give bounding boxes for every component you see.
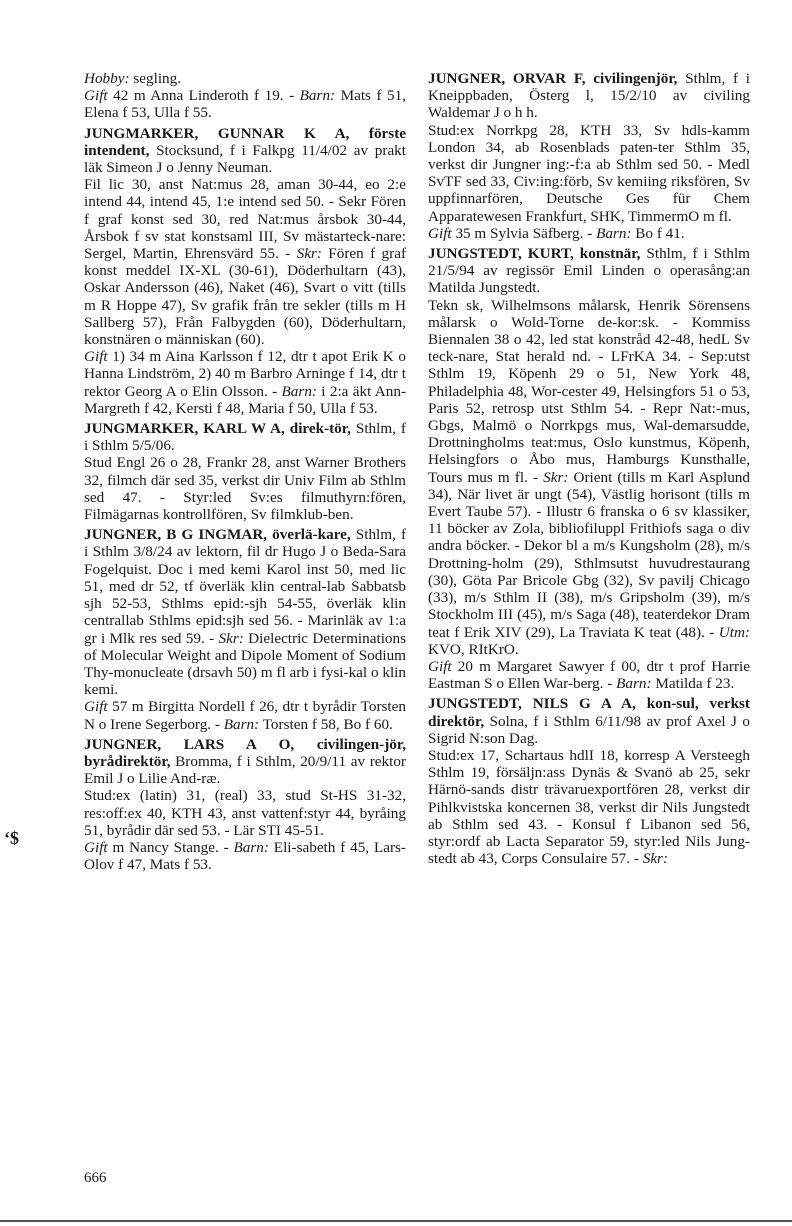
field-label: Skr:: [543, 468, 569, 486]
field-label: Barn:: [616, 675, 652, 693]
entry-text: Stocksund, f i Falkpg 11/4/02 av prakt läk Simeon J o Jenny Neuman.: [84, 141, 406, 177]
entry-name: JUNGSTEDT, NILS G A A, kon-sul, verkst direktör,: [428, 695, 750, 730]
entry-paragraph: [428, 70, 750, 122]
entry-paragraph: [428, 747, 750, 867]
field-label: Gift: [84, 87, 108, 105]
entry-text: Tekn sk, Wilhelmsons målarsk, Henrik Sörensens målarsk o Wold-Torne de-kor:sk. - Kommiss Biennalen 38 o 42, led stat konstråd 42-48, hedL Sv teck-nare, Stat herald nd. - LFrKA 34. - Sep:utst Sthlm 19, Köpenh 29 o 51, New York 48, Philadelphia 48, Wor-cester 49, Helsingfors 51 o 53, Paris 52, retrosp utst Sthlm 54. - Repr Nat:-mus, Gbgs, Malmö o Norrkpgs mus, Wal-demarsudde, Drottningholms teat:mus, Oslo kunstmus, Köpenh, Helsingfors o Åbo mus, Hamburgs Kunsthalle, Tours mus m fl. -: [428, 296, 750, 486]
right-column: [428, 70, 750, 867]
field-label: Barn:: [596, 224, 632, 242]
field-label: Gift: [428, 224, 452, 242]
entry-name: JUNGNER, B G INGMAR, överlä-kare,: [84, 526, 351, 544]
entry-name: JUNGMARKER, GUNNAR K A, förste intendent,: [84, 124, 406, 159]
scan-edge-line: [0, 1220, 792, 1222]
entry-paragraph: [84, 348, 406, 417]
entry-heading-paragraph: [428, 245, 750, 297]
entry-text: Solna, f i Sthlm 6/11/98 av prof Axel J o Sigrid N:son Dag.: [428, 712, 750, 747]
entry-text: 20 m Margaret Sawyer f 00, dtr t prof Harrie Eastman S o Ellen War-berg. -: [428, 657, 750, 693]
entry-heading-paragraph: [84, 125, 406, 177]
entry-heading-paragraph: [84, 526, 406, 698]
entry-name: JUNGNER, LARS A O, civilingen-jör, byrådirektör,: [84, 735, 406, 770]
entry-text: Bromma, f i Sthlm, 20/9/11 av rektor Emil J o Lilie And-ræ.: [84, 752, 406, 788]
field-label: Barn:: [223, 715, 260, 733]
entry-text: segling.: [129, 70, 182, 87]
entry-text: Eli-sabeth f 45, Lars-Olov f 47, Mats f 53.: [84, 838, 406, 874]
entry-text: Orient (tills m Karl Asplund 34), När livet är ungt (54), Västlig horisont (tills m Evert Taube 57). - Illustr 6 franska o 6 sv klassiker, 11 böcker av Zola, bibliofiluppl Frithiofs saga o div andra böcker. - Dekor bl a m/s Kungsholm (28), m/s Drottning-holm (29), Sthlmsutst huvudrestaurang (30), Göta Par Bricole Gbg (32), Sv pavilj Chicago (33), m/s Sthlm II (38), m/s Gripsholm (39), m/s Stockholm III (45), m/s Saga (48), teaterdekor Dram teat f Erik XIV (29), La Traviata K teat (48). -: [428, 468, 750, 641]
entry-text: KVO, RItKrO.: [428, 640, 519, 658]
entry-text: m Nancy Stange. -: [107, 838, 234, 856]
entry-text: Sthlm, f i Sthlm 21/5/94 av regissör Emil Linden o operasång:an Matilda Jungstedt.: [428, 245, 750, 297]
entry-paragraph: [84, 70, 406, 87]
entry-text: Stud:ex (latin) 31, (real) 33, stud St-HS 31-32, res:off:ex 40, KTH 43, anst vattenf:styr 44, byråing 51, byrådir där sed 53. - Lär STI 45-51.: [84, 787, 406, 839]
field-label: Gift: [84, 348, 108, 366]
entry-name: JUNGMARKER, KARL W A, direk-tör,: [84, 420, 351, 438]
entry-text: Dielectric Determinations of Molecular Weight and Dipole Moment of Sodium Thy-monucleate (drsavh 50) m fl arb i fysi-kal o klin kemi.: [84, 629, 407, 699]
entry-paragraph: [84, 87, 406, 121]
entry-heading-paragraph: [84, 736, 406, 788]
field-label: Gift: [84, 838, 108, 856]
entry-name: JUNGSTEDT, KURT, konstnär,: [428, 245, 641, 263]
entry-paragraph: [84, 787, 406, 839]
entry-text: Sthlm, f i Sthlm 5/5/06.: [84, 420, 406, 455]
entry-text: Mats f 51, Elena f 53, Ulla f 55.: [84, 87, 406, 122]
entry-text: 35 m Sylvia Säfberg. -: [451, 224, 597, 242]
entry-paragraph: [84, 839, 406, 873]
field-label: Hobby:: [84, 70, 130, 87]
margin-mark: ʻ$: [4, 828, 19, 848]
field-label: Skr:: [296, 245, 322, 263]
field-label: Skr:: [642, 850, 669, 868]
entry-heading-paragraph: [428, 695, 750, 747]
entry-text: 42 m Anna Linderoth f 19. -: [107, 87, 300, 105]
entry-heading-paragraph: [84, 420, 406, 454]
entry-text: i 2:a äkt Ann-Margreth f 42, Kersti f 48, Maria f 50, Ulla f 53.: [84, 382, 407, 417]
entry-text: Stud Engl 26 o 28, Frankr 28, anst Warner Brothers 32, filmch där sed 35, verkst dir Univ Film ab Sthlm sed 47. - Styr:led Sv:es filmuthyrn:fören, Filmägarnas kontrollfören, Sv filmklub-ben.: [84, 454, 406, 524]
entry-text: Bo f 41.: [631, 224, 685, 242]
entry-paragraph: [428, 658, 750, 692]
entry-paragraph: [428, 225, 750, 242]
entry-name: JUNGNER, ORVAR F, civilingenjör,: [428, 70, 678, 87]
entry-text: Fören f graf konst meddel IX-XL (30-61), Döderhultarn (43), Oskar Andersson (46), Naket (46), Svart o vitt (tills m R Hoppe 47), Sv grafik från tre sekler (tills m H Sallberg 57), Från Falbygden (60), Döderhultarn, konstnären o människan (60).: [84, 245, 407, 349]
field-label: Barn:: [299, 87, 336, 105]
entry-paragraph: [428, 122, 750, 225]
field-label: Barn:: [233, 838, 269, 856]
field-label: Skr:: [218, 629, 244, 647]
left-column: [84, 70, 406, 873]
entry-text: 57 m Birgitta Nordell f 26, dtr t byrådir Torsten N o Irene Segerborg. -: [84, 698, 406, 733]
entry-paragraph: [84, 454, 406, 523]
entry-text: Sthlm, f i Sthlm 3/8/24 av lektorn, fil dr Hugo J o Beda-Sara Fogelquist. Doc i med kemi Karol inst 50, med lic 51, med dr 52, tf överläk klin central-lab Sabbatsb sjh 52-53, Sthlms epid:-sjh 54-55, överläk klin centrallab Sthlms epid:sjh sed 56. - Marinläk av 1:a gr i Mlk res sed 59. -: [84, 526, 406, 647]
entry-text: Matilda f 23.: [651, 675, 735, 693]
entry-paragraph: [428, 297, 750, 658]
entry-paragraph: [84, 698, 406, 732]
field-label: Gift: [84, 698, 108, 716]
page-number: 666: [84, 1170, 107, 1186]
field-label: Gift: [428, 657, 452, 675]
field-label: Utm:: [718, 623, 750, 641]
entry-text: 1) 34 m Aina Karlsson f 12, dtr t apot Erik K o Hanna Lindström, 2) 40 m Barbro Arninge f 14, dtr t rektor Georg A o Elin Olsson. -: [84, 348, 406, 400]
entry-text: Stud:ex 17, Schartaus hdlI 18, korresp A Versteegh Sthlm 19, försäljn:ass Dynäs & Svanö ab 25, sekr Härnö-sands distr trävaruexportfören 28, verkst dir Pihlkvistska koncernen 38, verkst dir Nils Jungstedt ab Sthlm sed 43. - Konsul f Libanon sed 56, styr:ordf ab Lacta Separator 59, styr:led Nils Jung-stedt ab 43, Corps Consulaire 57. -: [428, 746, 750, 868]
field-label: Barn:: [281, 382, 317, 400]
entry-text: Stud:ex Norrkpg 28, KTH 33, Sv hdls-kamm London 34, ab Rosenblads paten-ter Sthlm 35, verkst dir Jungner ing:-f:a ab Sthlm sed 50. - Medl SvTF sed 33, Civ:ing:förb, Sv kemiing riksfören, Sv uppfinnarfören, Deutsche Ges für Chem Apparatewesen Frankfurt, SHK, TimmermO m fl.: [428, 121, 750, 225]
entry-paragraph: [84, 176, 406, 348]
entry-text: Fil lic 30, anst Nat:mus 28, aman 30-44, eo 2:e intend 44, intend 45, 1:e intend sed 50. - Sekr Fören f graf konst sed 30, red Nat:mus årsbok 30-44, Årsbok f sv stat konstsaml III, Sv mästarteck-nare: Sergel, Martin, Ehrensvärd 55. -: [84, 176, 406, 263]
entry-text: Sthlm, f i Kneippbaden, Österg l, 15/2/10 av civiling Waldemar J o h h.: [428, 70, 750, 122]
entry-text: Torsten f 58, Bo f 60.: [259, 715, 393, 733]
